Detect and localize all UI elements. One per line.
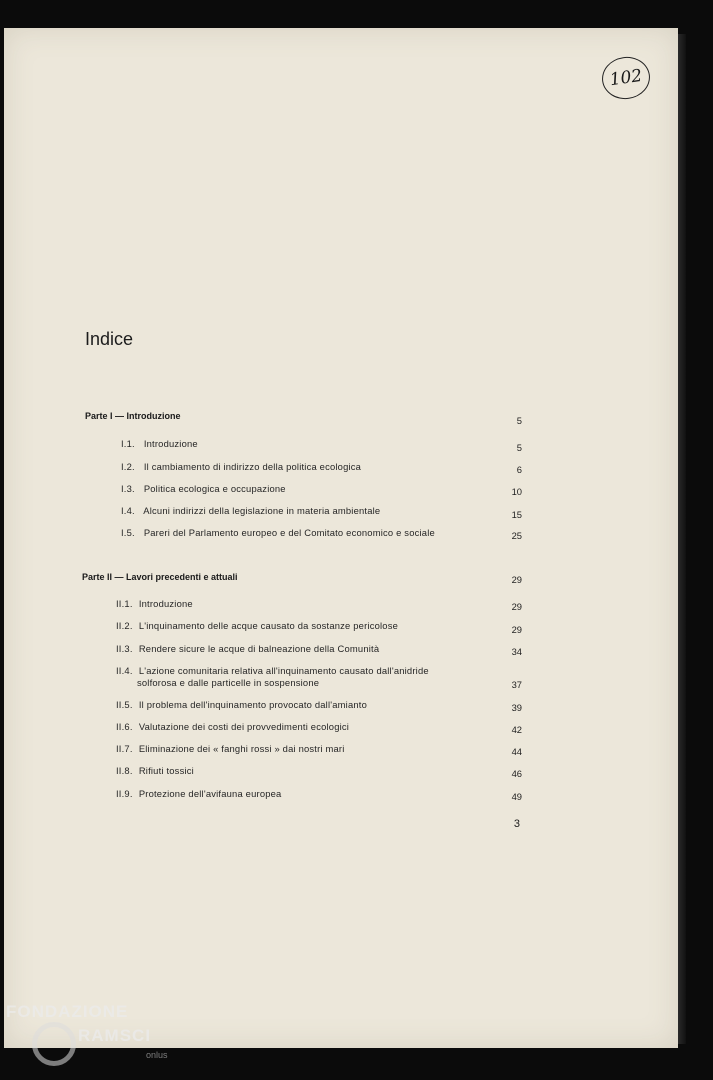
- toc-entry: [121, 483, 286, 495]
- toc-entry-number: II.4.: [116, 665, 133, 676]
- toc-entry-page: 42: [511, 724, 522, 735]
- toc-entry-page: 29: [511, 601, 522, 612]
- toc-entry: [116, 620, 398, 632]
- toc-entry: [121, 438, 198, 450]
- toc-entry-text: L'azione comunitaria relativa all'inquinamento causato dall'anidride: [138, 665, 429, 676]
- toc-entry-number: I.1.: [121, 438, 135, 449]
- toc-entry: [116, 699, 367, 711]
- toc-entry-page: 37: [511, 679, 522, 690]
- toc-entry-text: Protezione dell'avifauna europea: [138, 788, 282, 799]
- toc-entry-page: 29: [511, 624, 522, 635]
- page-edge: [678, 34, 686, 1044]
- toc-entry-number: II.7.: [116, 743, 133, 754]
- toc-entry-page: 34: [511, 646, 522, 657]
- toc-entry: [116, 743, 345, 755]
- section-page-part-1: 5: [516, 415, 522, 426]
- toc-entry-text: Il cambiamento di indirizzo della politica ecologica: [143, 461, 362, 472]
- toc-entry-text: Eliminazione dei « fanghi rossi » dai nostri mari: [138, 743, 345, 754]
- toc-entry: [121, 461, 361, 473]
- toc-entry-number: I.2.: [121, 461, 135, 472]
- toc-entry-text: Valutazione dei costi dei provvedimenti ecologici: [138, 721, 350, 732]
- section-heading-part-1: Parte I — Introduzione: [85, 411, 181, 421]
- toc-entry-number: I.5.: [121, 527, 135, 538]
- toc-entry-continuation: solforosa e dalle particelle in sospensione: [137, 677, 320, 688]
- toc-entry-number: I.4.: [121, 505, 135, 516]
- toc-entry-number: II.9.: [116, 788, 133, 799]
- toc-entry-text: L'inquinamento delle acque causato da sostanze pericolose: [138, 620, 399, 631]
- toc-entry-page: 49: [511, 791, 522, 802]
- page-number: 3: [513, 818, 520, 830]
- toc-entry-page: 5: [516, 442, 522, 453]
- toc-entry-number: I.3.: [121, 483, 135, 494]
- toc-entry-text: Pareri del Parlamento europeo e del Comitato economico e sociale: [143, 527, 435, 538]
- fondazione-gramsci-logo: [6, 1002, 206, 1074]
- logo-text-line-2: RAMSCI: [78, 1026, 152, 1045]
- toc-entry-page: 10: [511, 486, 522, 497]
- toc-entry-text: Rifiuti tossici: [138, 765, 194, 776]
- logo-text-line-3: onlus: [146, 1050, 168, 1060]
- toc-entry: [116, 643, 379, 655]
- toc-entry-number: II.1.: [116, 598, 133, 609]
- toc-entry-number: II.8.: [116, 765, 133, 776]
- toc-entry: [121, 527, 435, 539]
- toc-entry: [116, 665, 429, 677]
- section-heading-part-2: Parte II — Lavori precedenti e attuali: [82, 572, 238, 582]
- toc-entry-page: 39: [511, 702, 522, 713]
- toc-entry-page: 25: [511, 530, 522, 541]
- toc-entry-text: Introduzione: [138, 598, 193, 609]
- toc-entry-number: II.6.: [116, 721, 133, 732]
- toc-entry: [116, 788, 281, 800]
- toc-entry: [121, 505, 380, 517]
- toc-entry-page: 6: [516, 464, 522, 475]
- toc-entry-number: II.2.: [116, 620, 133, 631]
- toc-entry-text: Rendere sicure le acque di balneazione della Comunità: [138, 643, 380, 654]
- archive-stamp-number: 102: [608, 65, 644, 91]
- toc-entry-text: Introduzione: [143, 438, 198, 449]
- logo-text-line-1: FONDAZIONE: [6, 1002, 129, 1021]
- logo-g-mark-icon: [32, 1022, 76, 1066]
- toc-entry-number: II.3.: [116, 643, 133, 654]
- toc-entry-page: 44: [511, 746, 522, 757]
- toc-entry: [116, 721, 349, 733]
- section-page-part-2: 29: [511, 574, 522, 585]
- toc-entry-text: Alcuni indirizzi della legislazione in materia ambientale: [143, 505, 381, 516]
- page-title: Indice: [85, 329, 134, 349]
- toc-entry-text: Politica ecologica e occupazione: [143, 483, 286, 494]
- toc-entry-text: Il problema dell'inquinamento provocato dall'amianto: [138, 699, 367, 710]
- toc-entry: [116, 765, 194, 777]
- toc-entry-page: 46: [511, 768, 522, 779]
- toc-entry-number: II.5.: [116, 699, 133, 710]
- toc-entry: [116, 598, 193, 610]
- toc-entry-page: 15: [511, 509, 522, 520]
